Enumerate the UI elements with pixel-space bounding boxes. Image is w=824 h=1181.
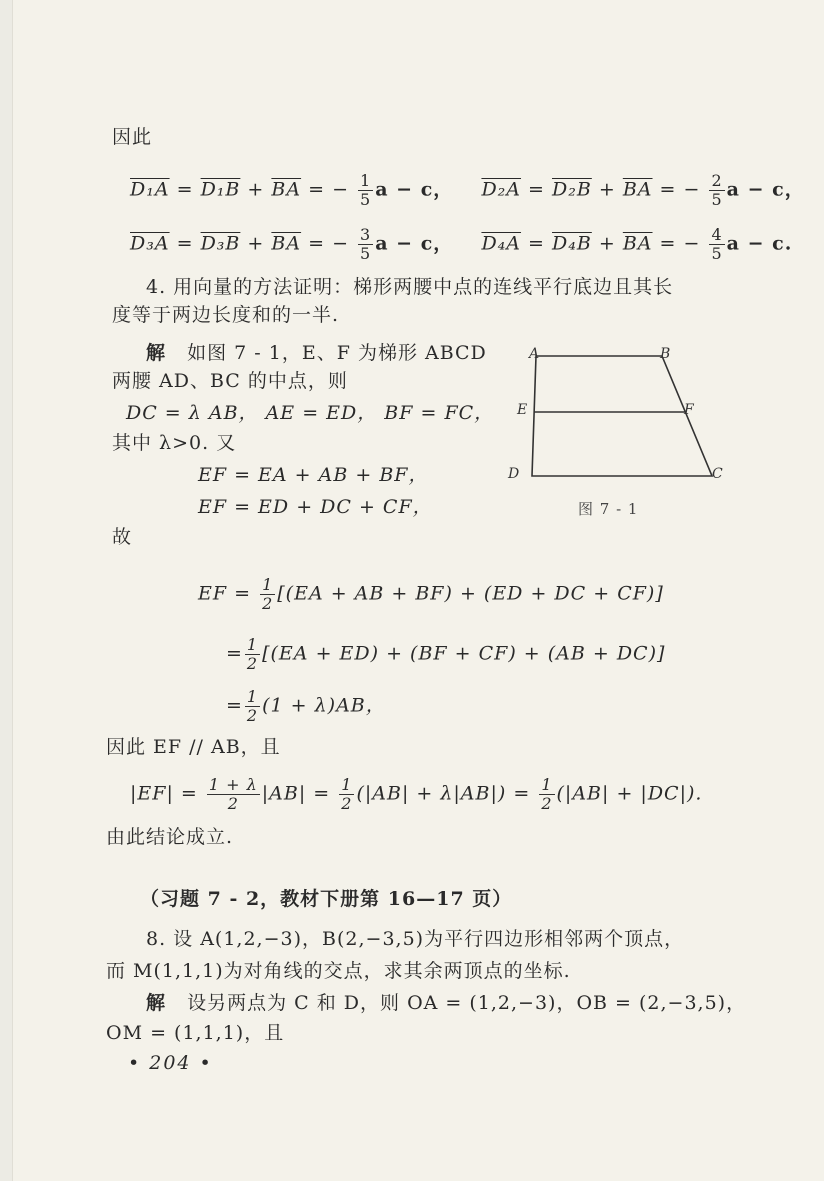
eq2a-lhs: D₃A (130, 232, 170, 255)
eq1b-r1: D₂B (552, 178, 592, 201)
gu-text: 故 (112, 526, 133, 548)
eq1a-fraction: $\frac{1}{5}$ (360, 171, 372, 209)
sum2-tail: [(EA + ED) + (BF + CF) + (AB + DC)] (262, 642, 666, 665)
sum3-tail: (1 + λ)AB， (262, 694, 386, 717)
solution-2-line-1 (146, 990, 746, 1016)
sum-line-1 (198, 576, 664, 613)
solution-2-text-1: 设另两点为 C 和 D，则 OA = (1,2,−3)，OB = (2,−3,5)， (187, 992, 747, 1014)
ef-equation-2: EF = ED + DC + CF， (198, 496, 433, 518)
eq1b-lhs: D₂A (481, 178, 522, 201)
sum-lhs: EF = (198, 582, 252, 605)
sum1-fraction: $\frac{1}{2}$ (262, 575, 274, 613)
eq2b-r2: $\overline{BA}$ (622, 232, 653, 255)
sum-line-2: = $\frac{1}{2}$ [(EA + ED) + (BF + CF) + (AB + DC)] (226, 635, 666, 673)
equation-row-2: $D_3A = D_3B + \overline{BA}$ = − $\frac{3}{5}$ a − c， $D_4A = D_4B + \overline{BA}$ = − $\frac{4}{5}$ a − c. (130, 225, 793, 263)
sum3-fraction: $\frac{1}{2}$ (246, 687, 259, 725)
eq2a-r1: D₃B (200, 232, 241, 255)
label-c: C (712, 466, 723, 482)
abs-frac-3: $\frac{1}{2}$ (541, 775, 553, 813)
conclusion-text: 由此结论成立. (106, 826, 234, 848)
sum-line-3: = $\frac{1}{2}$ (1 + λ)AB， (226, 687, 386, 725)
eq2b-r1: D₄B (552, 232, 592, 255)
page-number: • 204 • (128, 1052, 213, 1074)
eq2b-tail: a − c. (726, 232, 793, 255)
solution-line-2: 两腰 AD、BC 的中点，则 (112, 370, 348, 392)
label-d: D (508, 466, 520, 482)
intro-text: 因此 (112, 126, 153, 148)
label-a: A (529, 346, 540, 362)
section-heading: （习题 7 - 2，教材下册第 16—17 页） (140, 888, 513, 910)
eq2a-r2: $\overline{BA}$ (271, 232, 302, 255)
figure-caption: 图 7 - 1 (578, 500, 639, 518)
eq1a-r2: $\overline{BA}$ (271, 178, 302, 201)
eq1a-lhs: D₁A (130, 178, 170, 201)
abs-part-b: |AB| = (261, 782, 331, 805)
eq1b-r2: $\overline{BA}$ (622, 178, 653, 201)
problem-8-line-2: 而 M(1,1,1)为对角线的交点，求其余两顶点的坐标. (106, 960, 571, 982)
abs-part-a: |EF| = (130, 782, 198, 805)
label-b: B (660, 346, 671, 362)
abs-equation (130, 776, 702, 813)
ef-equation-1: EF = EA + AB + BF， (198, 464, 429, 486)
sum2-fraction: $\frac{1}{2}$ (246, 635, 259, 673)
solution-2-line-2: OM = (1,1,1)，且 (106, 1022, 285, 1044)
solution-label: 解 (146, 342, 167, 364)
equation-row-1: $D_1A = D_1B + \overline{BA}$ = − $\frac{1}{5}$ a − c， $D_2A = D_2B + \overline{BA}$ = − $\frac{2}{5}$ a − c， (130, 171, 805, 209)
label-e: E (517, 402, 528, 418)
problem-8-line-1: 8. 设 A(1,2,−3)，B(2,−3,5)为平行四边形相邻两个顶点， (146, 928, 685, 950)
eq2b-lhs: D₄A (481, 232, 522, 255)
eq1b-tail: a − c， (726, 178, 805, 201)
relations-line: DC = λ AB， AE = ED， BF = FC， (126, 402, 495, 424)
eq1b-fraction: $\frac{2}{5}$ (711, 171, 723, 209)
abs-frac-1: $\frac{1 + \lambda}{2}$ (208, 775, 258, 813)
eq2b-fraction: $\frac{4}{5}$ (711, 225, 723, 263)
eq1a-tail: a − c， (375, 178, 454, 201)
eq2a-fraction: $\frac{3}{5}$ (360, 225, 372, 263)
eq2a-tail: a − c， (375, 232, 454, 255)
solution-line-1 (146, 340, 487, 366)
problem-4-line-1: 4. 用向量的方法证明：梯形两腰中点的连线平行底边且其长 (146, 276, 674, 298)
abs-part-c: (|AB| + λ|AB|) = (356, 782, 531, 805)
abs-frac-2: $\frac{1}{2}$ (341, 775, 353, 813)
problem-4-line-2: 度等于两边长度和的一半. (112, 304, 340, 326)
sum1-tail: [(EA + AB + BF) + (ED + DC + CF)] (277, 582, 664, 605)
solution-text-1: 如图 7 - 1，E、F 为梯形 ABCD (187, 342, 487, 364)
trapezoid-figure (512, 340, 732, 490)
lambda-line: 其中 λ>0. 又 (112, 432, 237, 454)
eq1a-r1: D₁B (200, 178, 241, 201)
abs-part-d: (|AB| + |DC|). (556, 782, 703, 805)
parallel-line: 因此 EF // AB，且 (106, 736, 281, 758)
label-f: F (684, 402, 694, 418)
page-edge-shadow (0, 0, 13, 1181)
solution-2-label: 解 (146, 992, 167, 1014)
